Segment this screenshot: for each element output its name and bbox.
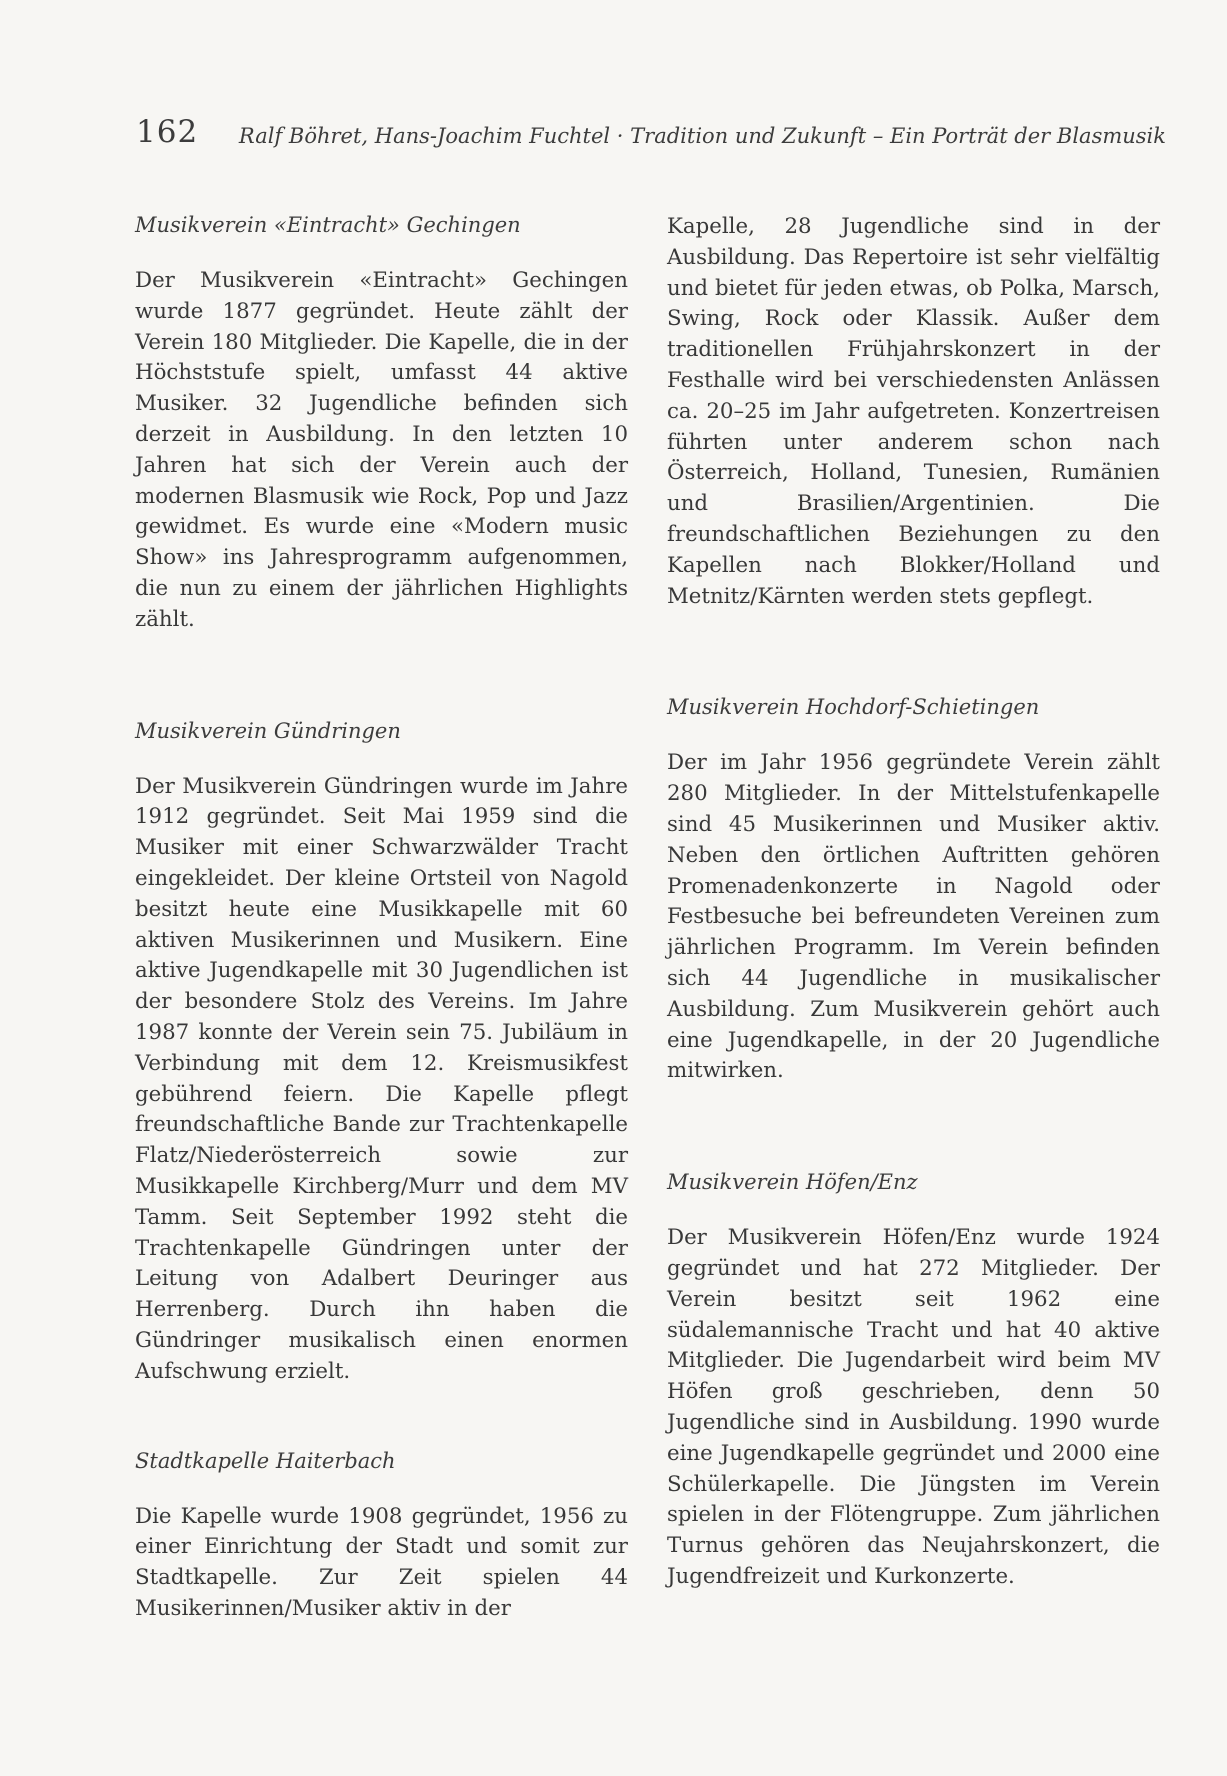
section-title: Musikverein Gündringen — [135, 718, 401, 743]
section-text: Der im Jahr 1956 gegründete Verein zählt 280 Mitglieder. In der Mittelstufenkapelle sind 45 Musikerinnen und Musiker aktiv. Neben den örtlichen Auftritten gehören Promenadenkonzerte in Nagold oder Festbesuche bei befreundeten Vereinen zum jährlichen Programm. Im Verein befinden sich 44 Jugendliche in musikalischer Ausbildung. Zum Musikverein gehört auch eine Jugendkapelle, in der 20 Jugendliche mitwirken. — [667, 750, 1160, 1084]
right-column — [667, 210, 1160, 1593]
continuation-text: Kapelle, 28 Jugendliche sind in der Ausbildung. Das Repertoire ist sehr vielfältig und bietet für jeden etwas, ob Polka, Marsch, Swing, Rock oder Klassik. Außer dem traditionellen Frühjahrskonzert in der Festhalle wird bei verschiedensten Anlässen ca. 20–25 im Jahr aufgetreten. Konzertreisen führten unter anderem schon nach Österreich, Holland, Tunesien, Rumänien und Brasilien/Argentinien. Die freundschaftlichen Beziehungen zu den Kapellen nach Blokker/Holland und Metnitz/Kärnten werden stets gepflegt. — [667, 214, 1160, 609]
section-gechingen — [135, 210, 628, 636]
section-hoefen-enz — [667, 1167, 1160, 1593]
section-text: Der Musikverein «Eintracht» Gechingen wurde 1877 gegründet. Heute zählt der Verein 180 Mitglieder. Die Kapelle, die in der Höchststufe spielt, umfasst 44 aktive Musiker. 32 Jugendliche befinden sich derzeit in Ausbildung. In den letzten 10 Jahren hat sich der Verein auch der modernen Blasmusik wie Rock, Pop und Jazz gewidmet. Es wurde eine «Modern music Show» ins Jahresprogramm aufgenommen, die nun zu einem der jährlichen Highlights zählt. — [135, 268, 628, 632]
section-hochdorf-schietingen — [667, 692, 1160, 1087]
section-title: Musikverein Hochdorf-Schietingen — [667, 695, 1040, 720]
running-title: Ralf Böhret, Hans-Joachim Fuchtel · Tradition und Zukunft – Ein Porträt der Blasmusik — [238, 124, 1166, 148]
section-text: Der Musikverein Gündringen wurde im Jahre 1912 gegründet. Seit Mai 1959 sind die Musiker mit einer Schwarzwälder Tracht eingekleidet. Der kleine Ortsteil von Nagold besitzt heute eine Musikkapelle mit 60 aktiven Musikerinnen und Musikern. Eine aktive Jugendkapelle mit 30 Jugendlichen ist der besondere Stolz des Vereins. Im Jahre 1987 konnte der Verein sein 75. Jubiläum in Verbindung mit dem 12. Kreismusikfest gebührend feiern. Die Kapelle pflegt freundschaftliche Bande zur Trachtenkapelle Flatz/Niederösterreich sowie zur Musikkapelle Kirchberg/Murr und dem MV Tamm. Seit September 1992 steht die Trachtenkapelle Gündringen unter der Leitung von Adalbert Deuringer aus Herrenberg. Durch ihn haben die Gündringer musikalisch einen enormen Aufschwung erzielt. — [135, 773, 628, 1384]
section-text: Der Musikverein Höfen/Enz wurde 1924 gegründet und hat 272 Mitglieder. Der Verein besitzt seit 1962 eine südalemannische Tracht und hat 40 aktive Mitglieder. Die Jugendarbeit wird beim MV Höfen groß geschrieben, denn 50 Jugendliche sind in Ausbildung. 1990 wurde eine Jugendkapelle gegründet und 2000 eine Schülerkapelle. Die Jüngsten im Verein spielen in der Flötengruppe. Zum jährlichen Turnus gehören das Neujahrskonzert, die Jugendfreizeit und Kurkonzerte. — [667, 1225, 1160, 1589]
section-title: Musikverein «Eintracht» Gechingen — [135, 213, 521, 237]
page-number: 162 — [136, 114, 199, 150]
section-title: Stadtkapelle Haiterbach — [135, 1448, 396, 1473]
section-guendringen — [135, 716, 628, 1388]
page-header — [136, 114, 1166, 154]
left-column — [135, 210, 628, 1625]
section-text: Die Kapelle wurde 1908 gegründet, 1956 zu einer Einrichtung der Stadt und somit zur Stadtkapelle. Zur Zeit spielen 44 Musikerinnen/Musiker aktiv in der — [135, 1503, 628, 1621]
section-haiterbach — [135, 1446, 628, 1625]
section-title: Musikverein Höfen/Enz — [667, 1170, 918, 1195]
